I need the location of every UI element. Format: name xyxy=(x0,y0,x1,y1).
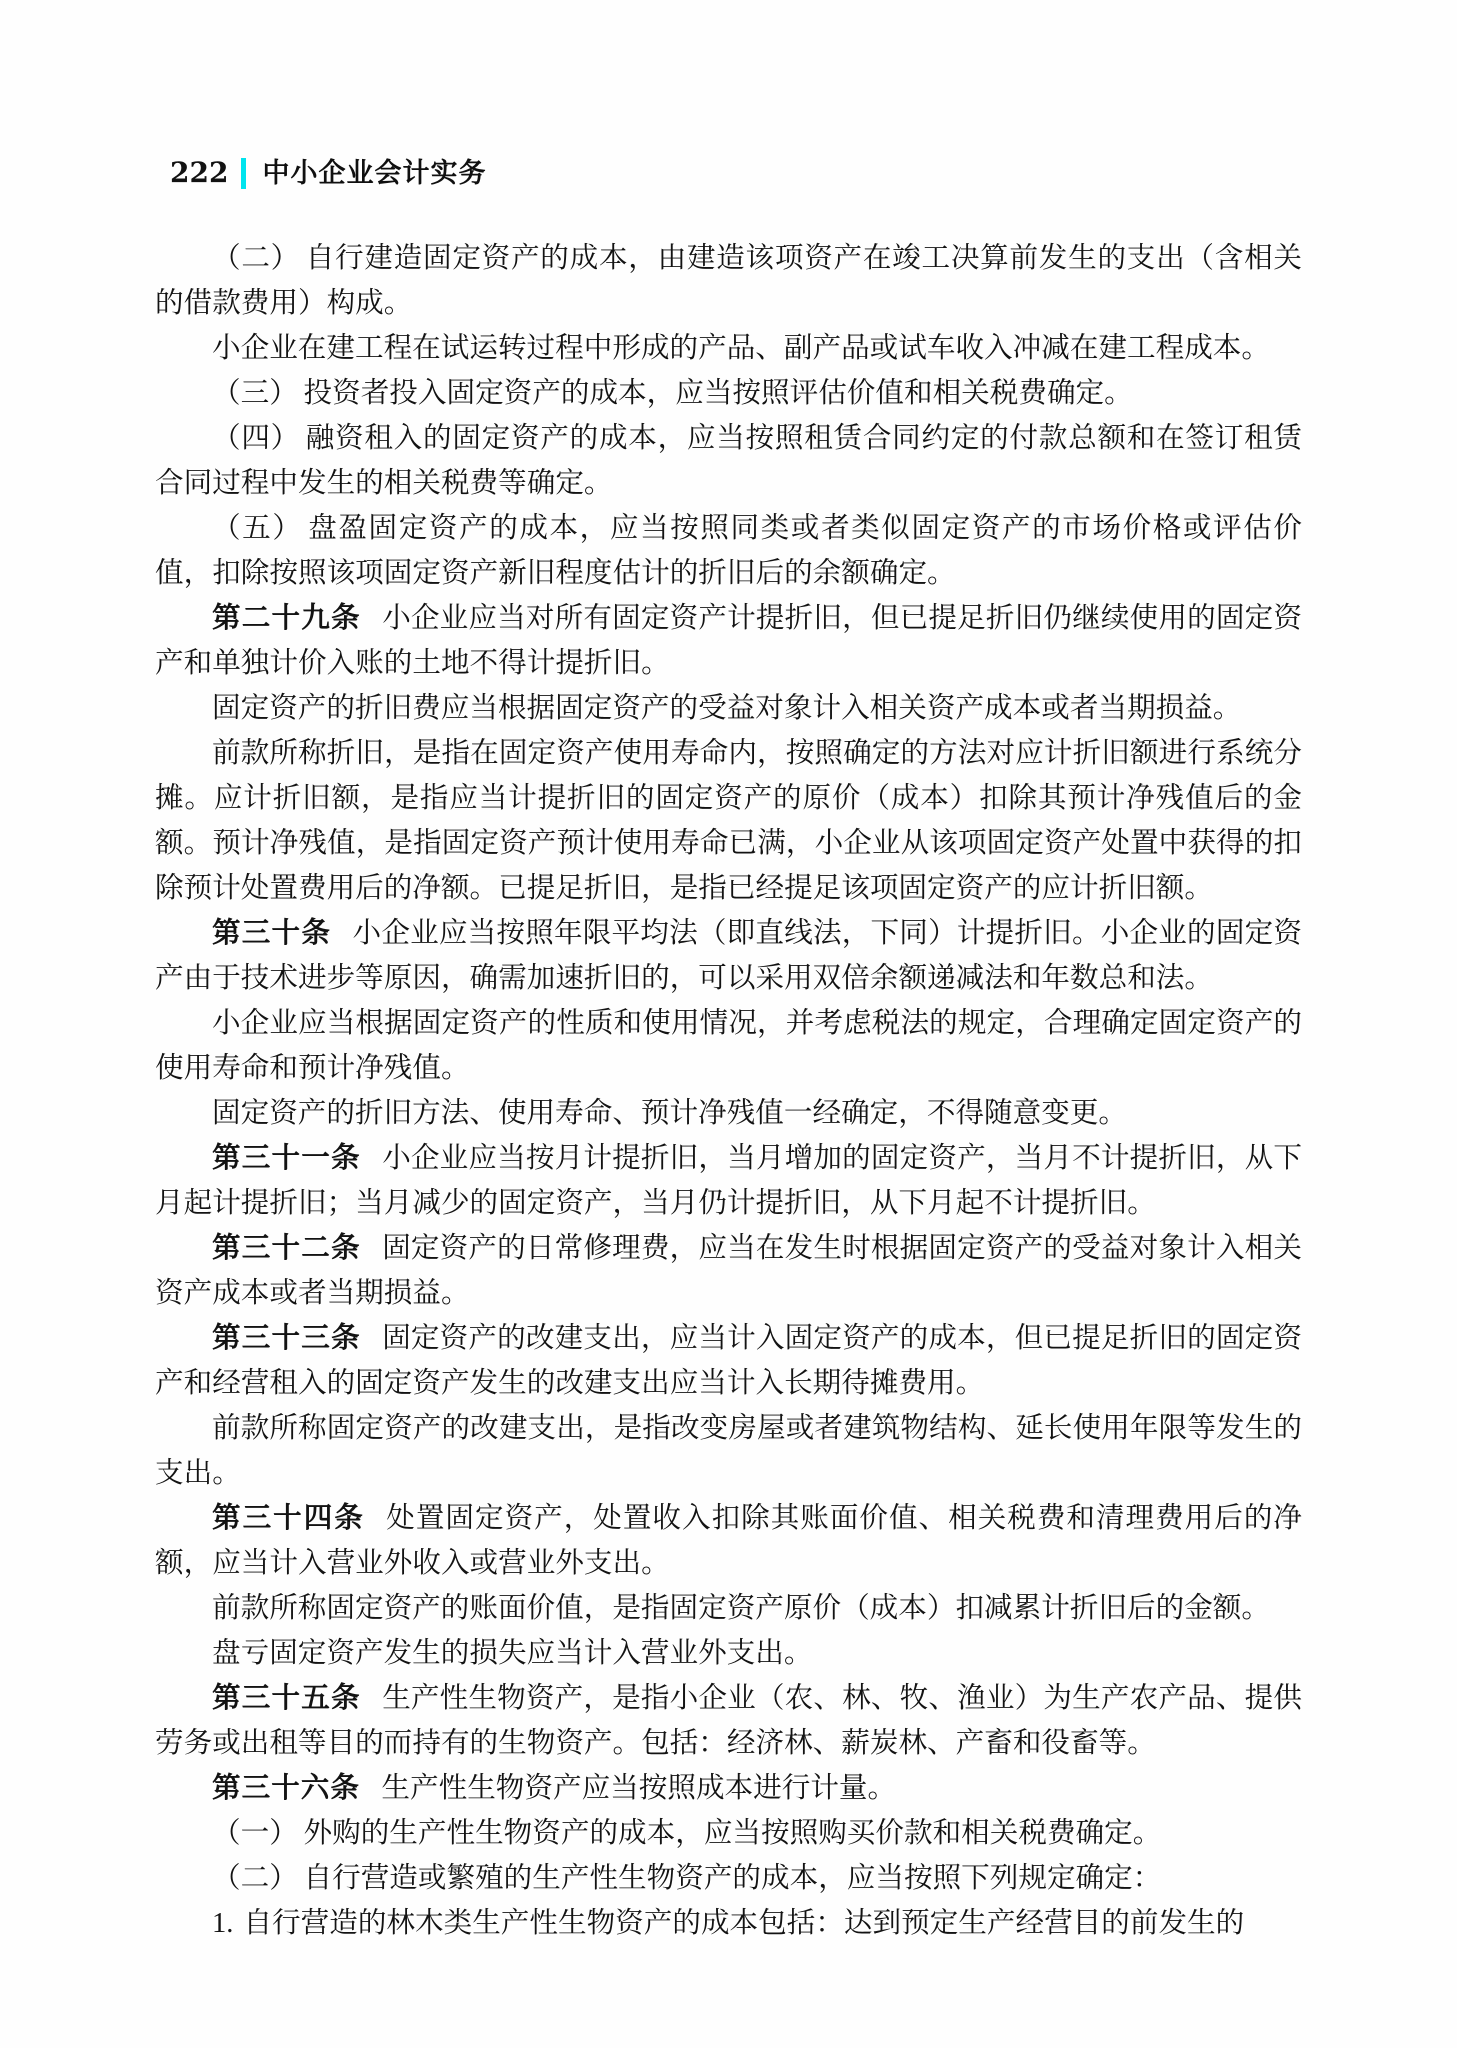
paragraph-text: 前款所称固定资产的账面价值，是指固定资产原价（成本）扣减累计折旧后的金额。 xyxy=(212,1593,1270,1624)
paragraph-text: 盘亏固定资产发生的损失应当计入营业外支出。 xyxy=(212,1638,813,1669)
paragraph xyxy=(155,1811,1302,1856)
paragraph-text: 小企业应当对所有固定资产计提折旧，但已提足折旧仍继续使用的固定资产和单独计价入账的土地不得计提折旧。 xyxy=(155,603,1302,679)
paragraph-text: 自行建造固定资产的成本，由建造该项资产在竣工决算前发生的支出（含相关的借款费用）构成。 xyxy=(155,243,1302,319)
paragraph xyxy=(155,1406,1302,1496)
paragraph-article-31 xyxy=(155,1136,1302,1226)
page-number: 222 xyxy=(170,156,229,189)
paragraph-article-35 xyxy=(155,1676,1302,1766)
paragraph xyxy=(155,1631,1302,1676)
paragraph-text: 生产性生物资产应当按照成本进行计量。 xyxy=(381,1773,897,1804)
article-number: 第三十三条 xyxy=(212,1322,361,1354)
paragraph-article-32 xyxy=(155,1226,1302,1316)
paragraph-article-33 xyxy=(155,1316,1302,1406)
paragraph-lead: （四） xyxy=(212,423,300,454)
paragraph xyxy=(155,1091,1302,1136)
paragraph xyxy=(155,1586,1302,1631)
paragraph-text: 生产性生物资产，是指小企业（农、林、牧、渔业）为生产农产品、提供劳务或出租等目的而持有的生物资产。包括：经济林、薪炭林、产畜和役畜等。 xyxy=(155,1683,1302,1759)
paragraph xyxy=(155,236,1302,326)
paragraph xyxy=(155,371,1302,416)
paragraph-text: 小企业应当按照年限平均法（即直线法，下同）计提折旧。小企业的固定资产由于技术进步等原因，确需加速折旧的，可以采用双倍余额递减法和年数总和法。 xyxy=(155,918,1302,994)
paragraph-text: 小企业应当按月计提折旧，当月增加的固定资产，当月不计提折旧，从下月起计提折旧；当月减少的固定资产，当月仍计提折旧，从下月起不计提折旧。 xyxy=(155,1143,1302,1219)
article-number: 第三十一条 xyxy=(212,1142,361,1174)
article-number: 第三十六条 xyxy=(212,1772,360,1804)
paragraph xyxy=(155,1856,1302,1901)
paragraph-lead: （三） xyxy=(212,378,298,409)
paragraph-text: 小企业应当根据固定资产的性质和使用情况，并考虑税法的规定，合理确定固定资产的使用寿命和预计净残值。 xyxy=(155,1008,1302,1084)
paragraph-article-30 xyxy=(155,911,1302,1001)
paragraph xyxy=(155,731,1302,911)
paragraph-lead: （一） xyxy=(212,1818,298,1849)
paragraph-text: 自行营造的林木类生产性生物资产的成本包括：达到预定生产经营目的前发生的 xyxy=(243,1908,1245,1939)
paragraph-article-36 xyxy=(155,1766,1302,1811)
paragraph-text: 小企业在建工程在试运转过程中形成的产品、副产品或试车收入冲减在建工程成本。 xyxy=(212,333,1270,364)
paragraph-article-29 xyxy=(155,596,1302,686)
article-number: 第三十二条 xyxy=(212,1232,361,1264)
paragraph xyxy=(155,416,1302,506)
paragraph xyxy=(155,1901,1302,1946)
paragraph-text: 固定资产的折旧费应当根据固定资产的受益对象计入相关资产成本或者当期损益。 xyxy=(212,693,1242,724)
paragraph-lead: （二） xyxy=(212,243,300,274)
paragraph-text: 固定资产的折旧方法、使用寿命、预计净残值一经确定，不得随意变更。 xyxy=(212,1098,1128,1129)
paragraph-text: 自行营造或繁殖的生产性生物资产的成本，应当按照下列规定确定： xyxy=(303,1863,1162,1894)
paragraph xyxy=(155,506,1302,596)
body-text xyxy=(155,236,1302,1946)
paragraph-text: 前款所称折旧，是指在固定资产使用寿命内，按照确定的方法对应计折旧额进行系统分摊。应计折旧额，是指应当计提折旧的固定资产的原价（成本）扣除其预计净残值后的金额。预计净残值，是指固定资产预计使用寿命已满，小企业从该项固定资产处置中获得的扣除预计处置费用后的净额。已提足折旧，是指已经提足该项固定资产的应计折旧额。 xyxy=(155,738,1302,904)
paragraph-text: 融资租入的固定资产的成本，应当按照租赁合同约定的付款总额和在签订租赁合同过程中发生的相关税费等确定。 xyxy=(155,423,1302,499)
book-title: 中小企业会计实务 xyxy=(262,158,487,188)
paragraph xyxy=(155,686,1302,731)
paragraph-text: 处置固定资产，处置收入扣除其账面价值、相关税费和清理费用后的净额，应当计入营业外收入或营业外支出。 xyxy=(155,1503,1302,1579)
article-number: 第二十九条 xyxy=(212,602,361,634)
article-number: 第三十五条 xyxy=(212,1682,361,1714)
article-number: 第三十四条 xyxy=(212,1502,365,1534)
article-number: 第三十条 xyxy=(212,917,332,949)
paragraph-article-34 xyxy=(155,1496,1302,1586)
paragraph-text: 投资者投入固定资产的成本，应当按照评估价值和相关税费确定。 xyxy=(303,378,1133,409)
paragraph-text: 固定资产的日常修理费，应当在发生时根据固定资产的受益对象计入相关资产成本或者当期损益。 xyxy=(155,1233,1302,1309)
paragraph-lead: （二） xyxy=(212,1863,298,1894)
paragraph-text: 盘盈固定资产的成本，应当按照同类或者类似固定资产的市场价格或评估价值，扣除按照该项固定资产新旧程度估计的折旧后的余额确定。 xyxy=(155,513,1302,589)
running-head xyxy=(170,157,486,189)
paragraph-text: 固定资产的改建支出，应当计入固定资产的成本，但已提足折旧的固定资产和经营租入的固定资产发生的改建支出应当计入长期待摊费用。 xyxy=(155,1323,1302,1399)
list-item-number: 1. xyxy=(212,1908,234,1939)
paragraph xyxy=(155,1001,1302,1091)
header-accent-bar xyxy=(241,158,246,189)
paragraph-text: 外购的生产性生物资产的成本，应当按照购买价款和相关税费确定。 xyxy=(303,1818,1162,1849)
paragraph-lead: （五） xyxy=(212,513,303,544)
paragraph-text: 前款所称固定资产的改建支出，是指改变房屋或者建筑物结构、延长使用年限等发生的支出。 xyxy=(155,1413,1302,1489)
paragraph xyxy=(155,326,1302,371)
